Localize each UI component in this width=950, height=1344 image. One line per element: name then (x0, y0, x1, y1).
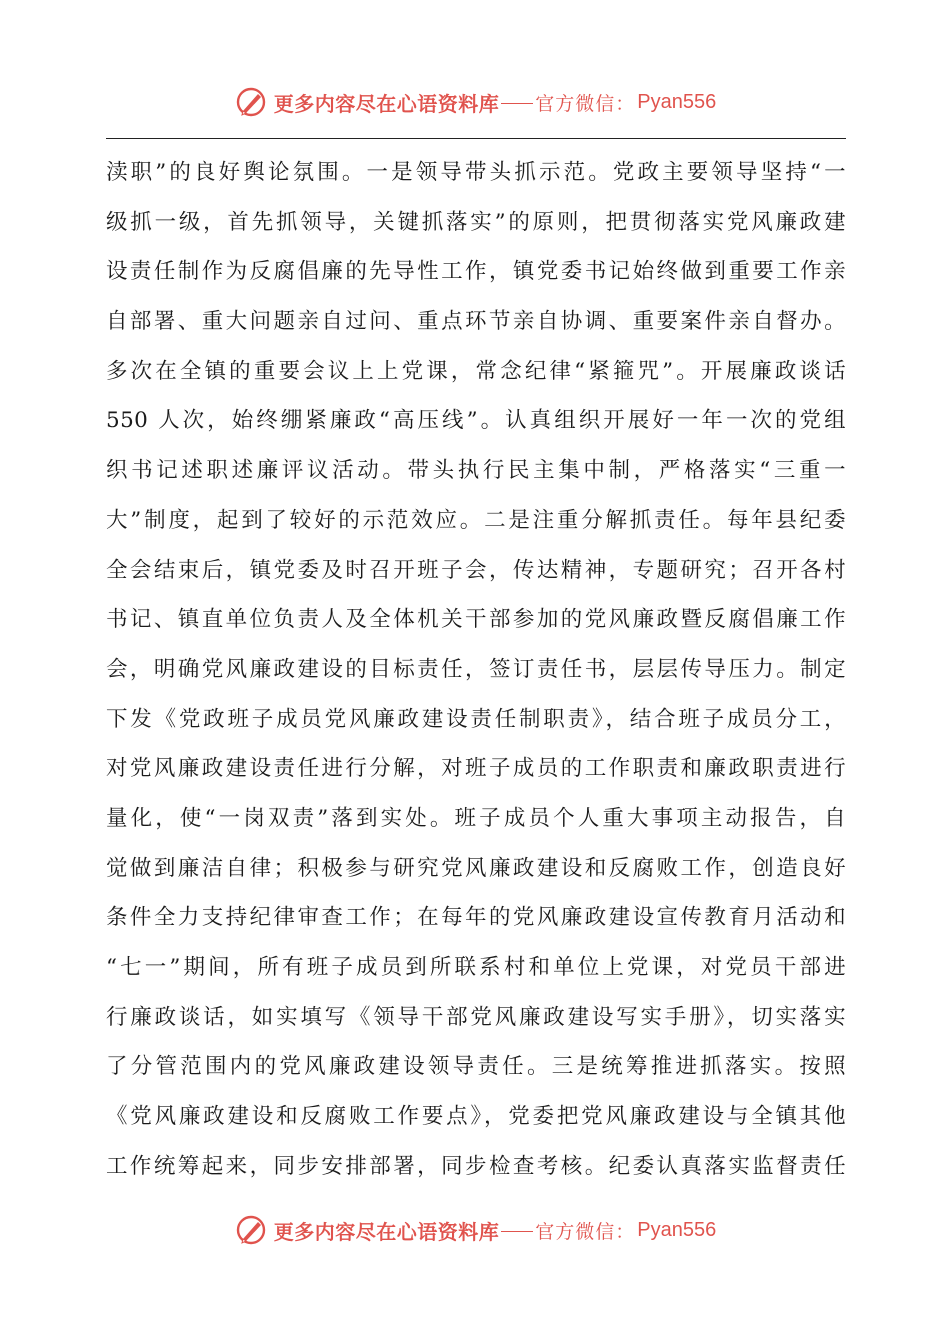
text-line: 行廉政谈话，如实填写《领导干部党风廉政建设写实手册》，切实落实 (106, 1004, 846, 1030)
watermark-label: 官方微信： (535, 92, 636, 115)
text-line: 下发《党政班子成员党风廉政建设责任制职责》，结合班子成员分工， (106, 706, 846, 732)
text-line: 550 人次，始终绷紧廉政“高压线”。认真组织开展好一年一次的党组 (106, 408, 846, 434)
text-line: 全会结束后，镇党委及时召开班子会，传达精神，专题研究；召开各村 (106, 557, 846, 583)
watermark-wechat-id: Pyan556 (637, 1218, 717, 1241)
document-body (106, 148, 846, 1191)
header-divider (106, 138, 846, 139)
pen-logo-icon (234, 1213, 268, 1247)
text-line: 会，明确党风廉政建设的目标责任，签订责任书，层层传导压力。制定 (106, 656, 846, 682)
text-line: 量化，使“一岗双责”落到实处。班子成员个人重大事项主动报告，自 (106, 805, 846, 831)
watermark-text: 更多内容尽在心语资料库 (273, 91, 500, 116)
text-line: 工作统筹起来，同步安排部署，同步检查考核。纪委认真落实监督责任 (106, 1153, 846, 1179)
watermark-dash (501, 1231, 533, 1232)
text-line: 《党风廉政建设和反腐败工作要点》，党委把党风廉政建设与全镇其他 (106, 1104, 846, 1130)
text-line: 书记、镇直单位负责人及全体机关干部参加的党风廉政暨反腐倡廉工作 (106, 607, 846, 633)
watermark-text: 更多内容尽在心语资料库 (273, 1219, 500, 1244)
text-line: 了分管范围内的党风廉政建设领导责任。三是统筹推进抓落实。按照 (106, 1054, 846, 1080)
text-line: 渎职”的良好舆论氛围。一是领导带头抓示范。党政主要领导坚持“一 (106, 160, 846, 185)
watermark-label: 官方微信： (535, 1220, 636, 1243)
watermark-dash (501, 103, 533, 104)
text-line: 级抓一级，首先抓领导，关键抓落实”的原则，把贯彻落实党风廉政建 (106, 209, 846, 235)
text-line: 条件全力支持纪律审查工作；在每年的党风廉政建设宣传教育月活动和 (106, 905, 846, 931)
text-line: 设责任制作为反腐倡廉的先导性工作，镇党委书记始终做到重要工作亲 (106, 259, 846, 285)
text-line: 自部署、重大问题亲自过问、重点环节亲自协调、重要案件亲自督办。 (106, 309, 846, 335)
text-line: 大”制度，起到了较好的示范效应。二是注重分解抓责任。每年县纪委 (106, 507, 846, 533)
footer-watermark (0, 1208, 950, 1252)
header-watermark (0, 80, 950, 124)
text-line: 织书记述职述廉评议活动。带头执行民主集中制，严格落实“三重一 (106, 458, 846, 484)
text-line: 对党风廉政建设责任进行分解，对班子成员的工作职责和廉政职责进行 (106, 756, 846, 782)
text-line: “七一”期间，所有班子成员到所联系村和单位上党课，对党员干部进 (106, 955, 846, 980)
text-line: 觉做到廉洁自律；积极参与研究党风廉政建设和反腐败工作，创造良好 (106, 855, 846, 881)
pen-logo-icon (234, 85, 268, 119)
text-line: 多次在全镇的重要会议上上党课，常念纪律“紧箍咒”。开展廉政谈话 (106, 358, 846, 384)
watermark-wechat-id: Pyan556 (637, 90, 717, 113)
